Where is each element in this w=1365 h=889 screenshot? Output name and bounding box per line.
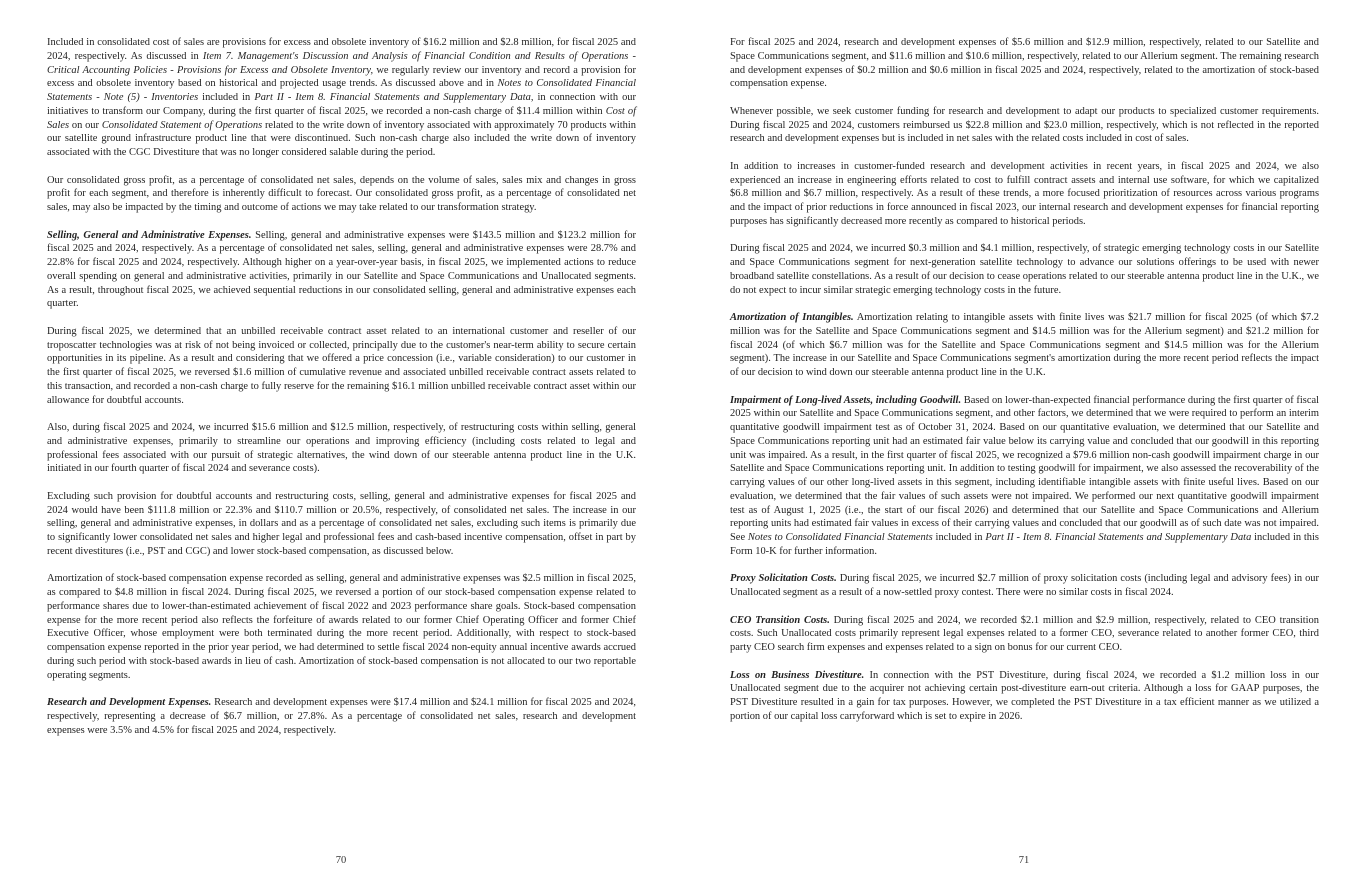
heading-ceo-transition: CEO Transition Costs. [730,614,830,626]
paragraph-business-divestiture: Loss on Business Divestiture. In connection with the PST Divestiture, during fiscal 2024, we recorded a $1.2 million loss in our Unallocated segment due to the acquirer not achieving certain post-divestiture earn-out criteria. Although a loss for GAAP purposes, the PST Divestiture resulted in a gain for tax purposes. However, we completed the PST Divestiture in a tax efficient manner as we utilized a portion of our capital loss carryforward which is set to expire in 2026. [730,669,1319,722]
paragraph-customer-funding: Whenever possible, we seek customer funding for research and development to adapt our products to specialized customer requirements. During fiscal 2025 and 2024, customers reimbursed us $22.8 million and $23.0 million, respectively, which is not reflected in the reported research and development expenses but is included in net sales with the related costs included in cost of sales. [730,105,1319,145]
paragraph-rd-by-segment: For fiscal 2025 and 2024, research and development expenses of $5.6 million and $12.9 million, respectively, related to our Satellite and Space Communications segment, and $11.6 million and $10.6 million, respectively, related to our Allerium segment. The remaining research and development expenses of $0.2 million and $0.6 million in fiscal 2025 and 2024, respectively, related to the amortization of stock-based compensation expense. [730,37,1319,90]
heading-impairment: Impairment of Long-lived Assets, including Goodwill. [730,394,962,406]
paragraph-unbilled-receivable: During fiscal 2025, we determined that an unbilled receivable contract asset related to an international customer and reseller of our troposcatter technologies was at risk of not being invoiced or collected, principally due to the customer's near-term ability to secure certain opportunities in its pipeline. As a result and considering that we offered a price concession (i.e., variable consideration) to our customer in the first quarter of fiscal 2025, we reversed $1.6 million of cumulative revenue and associated unbilled receivable contract assets related to this transaction, and recorded a non-cash charge to fully reserve for the remaining $16.1 million unbilled receivable contract asset within our allowance for doubtful accounts. [47,325,636,406]
heading-amortization-intangibles: Amortization of Intangibles. [730,312,854,323]
paragraph-emerging-technology: During fiscal 2025 and 2024, we incurred $0.3 million and $4.1 million, respectively, of strategic emerging technology costs in our Satellite and Space Communications segment for next-generation satellite technology to advance our solutions offerings to be used with newer broadband satellite constellations. As a result of our decision to cease operations related to our steerable antenna product line in the U.K., we do not expect to incur similar strategic emerging technology costs in the future. [730,243,1319,296]
heading-sga: Selling, General and Administrative Expenses. [47,229,252,241]
reference-note-5: Notes to Consolidated Financial Statements - Note (5) - Inventories [47,78,637,103]
paragraph-research-development: Research and Development Expenses. Research and development expenses were $17.4 million and $24.1 million for fiscal 2025 and 2024, respectively, representing a decrease of $6.7 million, or 27.8%. As a percentage of consolidated net sales, research and development expenses were 3.5% and 4.5% for fiscal 2025 and 2024, respectively. [47,697,636,736]
paragraph-gross-profit: Our consolidated gross profit, as a percentage of consolidated net sales, depends on the volume of sales, sales mix and changes in gross profit for each segment, and therefore is inherently difficult to forecast. Our consolidated gross profit, as a percentage of consolidated net sales, may also be impacted by the timing and outcome of actions we may take related to our transformation strategy. [47,174,636,213]
heading-research-development: Research and Development Expenses. [47,697,212,708]
heading-business-divestiture: Loss on Business Divestiture. [730,669,865,681]
paragraph-restructuring-costs: Also, during fiscal 2025 and 2024, we incurred $15.6 million and $12.5 million, respectively, of restructuring costs within selling, general and administrative expenses, primarily to streamline our operations and improving efficiency (including costs related to legal and professional fees associated with our pursuit of strategic alternatives, the wind down of our steerable antenna product line in the U.K. initiated in our fourth quarter of fiscal 2024 and severance costs). [47,422,636,475]
right-page-body [730,36,1319,737]
paragraph-impairment-goodwill: Impairment of Long-lived Assets, including Goodwill. Based on lower-than-expected financial performance during the first quarter of fiscal 2025 within our Satellite and Space Communications segment, and other factors, we determined that we were required to perform an interim quantitative goodwill impairment test as of October 31, 2024. Based on our quantitative evaluation, we determined that our Satellite and Space Communications reporting unit had an estimated fair value below its carrying value and concluded that our goodwill in this reporting unit was impaired. As a result, in the first quarter of fiscal 2025, we recognized a $79.6 million non-cash goodwill impairment charge in our Satellite and Space Communications reporting unit. In addition to testing goodwill for impairment, we also assessed the recoverability of the carrying values of our other long-lived assets in this segment, including identifiable intangible assets with finite useful lives. Based on our evaluation, we determined that the fair values of such assets were not impaired. We performed our next quantitative goodwill impairment test as of August 1, 2025 (i.e., the start of our fiscal 2026) and determined that our Satellite and Space Communications and Allerium reporting units had estimated fair values in excess of their carrying values and concluded that our goodwill as of such date was not impaired. See Notes to Consolidated Financial Statements included in Part II - Item 8. Financial Statements and Supplementary Data included in this Form 10-K for further information. [730,394,1319,557]
right-page [683,0,1365,889]
paragraph-ceo-transition: CEO Transition Costs. During fiscal 2025 and 2024, we recorded $2.1 million and $2.9 million, respectively, related to CEO transition costs. Such Unallocated costs primarily represent legal expenses related to a former CEO, severance related to another former CEO, third party CEO search firm expenses and expenses related to a sign on bonus for our current CEO. [730,614,1319,653]
reference-part-2-item-8: Part II - Item 8. Financial Statements and Supplementary Data, [254,92,534,103]
paragraph-sga-expenses: Selling, General and Administrative Expenses. Selling, general and administrative expenses were $143.5 million and $123.2 million for fiscal 2025 and 2024, respectively. As a percentage of consolidated net sales, selling, general and administrative expenses were 28.7% and 22.8% for fiscal 2025 and 2024, respectively. Although higher on a year-over-year basis, in fiscal 2025, we implemented actions to reduce overall spending on general and administrative activities, primarily in our Satellite and Space Communications and Unallocated segments. As a result, throughout fiscal 2025, we achieved sequential reductions in our consolidated selling, general and administrative expenses each quarter. [47,229,637,310]
paragraph-inventory-provisions: Included in consolidated cost of sales are provisions for excess and obsolete inventory of $16.2 million and $2.8 million, for fiscal 2025 and 2024, respectively. As discussed in Item 7. Management's Discussion and Analysis of Financial Condition and Results of Operations - Critical Accounting Policies - Provisions for Excess and Obsolete Inventory, we regularly review our inventory and record a provision for excess and obsolete inventory based on historical and projected usage trends. As discussed above and in Notes to Consolidated Financial Statements - Note (5) - Inventories included in Part II - Item 8. Financial Statements and Supplementary Data, in connection with our initiatives to transform our Company, during the first quarter of fiscal 2025, we recorded a non-cash charge of $11.4 million within Cost of Sales on our Consolidated Statement of Operations related to the write down of inventory associated with approximately 70 products within our satellite ground infrastructure product line that were discontinued. Such non-cash charge also included the write down of inventory associated with the CGC Divestiture that was no longer considered salable during the period. [47,37,637,158]
left-page-body [47,36,636,751]
reference-item-7: Item 7. Management's Discussion and Analysis of Financial Condition and Results of Operations - Critical Accounting Policies - Provisions for Excess and Obsolete Inventory, [47,50,636,76]
reference-cost-of-sales: Cost of Sales [47,105,636,131]
reference-notes-financial-statements: Notes to Consolidated Financial Statements [747,532,933,543]
paragraph-stock-based-compensation: Amortization of stock-based compensation expense recorded as selling, general and administrative expenses was $2.5 million in fiscal 2025, as compared to $4.8 million in fiscal 2024. During fiscal 2025, we reversed a portion of our stock-based compensation expense related to performance shares due to lower-than-estimated achievement of fiscal 2022 and 2023 performance share goals. Stock-based compensation expense for the more recent period also reflects the forfeiture of awards related to our former Chief Operating Officer and former Chief Executive Officer, whose employment were both terminated during the more recent period. Additionally, with respect to stock-based compensation expense reported in the prior year period, we had determined to settle fiscal 2024 non-equity annual incentive awards accrued during such period with stock-based awards in lieu of cash. Amortization of stock-based compensation is not allocated to our two reportable operating segments. [47,573,636,681]
paragraph-amortization-intangibles: Amortization of Intangibles. Amortization relating to intangible assets with finite lives was $21.7 million for fiscal 2025 (of which $7.2 million was for the Satellite and Space Communications segment and $14.5 million was for the Allerium segment) and $21.2 million for fiscal 2024 (of which $6.7 million was for the Satellite and Space Communications segment and $14.5 million was for the Allerium segment). The increase in our Satellite and Space Communications segment's amortization during the more recent period reflects the impact of our decision to wind down our steerable antenna product line in the U.K. [730,312,1319,378]
reference-statement-of-operations: Consolidated Statement of Operations [101,119,263,131]
paragraph-excluding-provisions: Excluding such provision for doubtful accounts and restructuring costs, selling, general and administrative expenses for fiscal 2025 and 2024 would have been $111.8 million or 22.3% and $110.7 million or 20.5%, respectively, of consolidated net sales. The increase in our selling, general and administrative expenses, in dollars and as a percentage of consolidated net sales, excluding such items is primarily due to significantly lower consolidated net sales and higher legal and professional fees and cash-based incentive compensation, offset in part by recent divestitures (i.e., PST and CGC) and lower stock-based compensation, as discussed below. [47,490,636,557]
left-page [0,0,682,889]
reference-part-2-item-8-right: Part II - Item 8. Financial Statements and Supplementary Data [985,532,1252,543]
page-number-right: 71 [1018,855,1030,866]
page-number-left: 70 [335,855,347,866]
paragraph-proxy-solicitation: Proxy Solicitation Costs. During fiscal 2025, we incurred $2.7 million of proxy solicitation costs (including legal and advisory fees) in our Unallocated segment as a result of a now-settled proxy contest. There were no similar costs in fiscal 2024. [730,573,1320,598]
heading-proxy-solicitation: Proxy Solicitation Costs. [730,573,837,585]
paragraph-engineering-efforts: In addition to increases in customer-funded research and development activities in recent years, in fiscal 2025 and 2024, we also experienced an increase in engineering efforts related to cost to fulfill contract assets and internal use software, for which we capitalized $6.8 million and $6.7 million, respectively. As a result of these trends, a more focused prioritization of resources across various programs and the impact of prior reductions in force announced in fiscal 2023, our internal research and development expenses for financial reporting purposes has significantly decreased more recently as compared to historical periods. [730,160,1319,227]
